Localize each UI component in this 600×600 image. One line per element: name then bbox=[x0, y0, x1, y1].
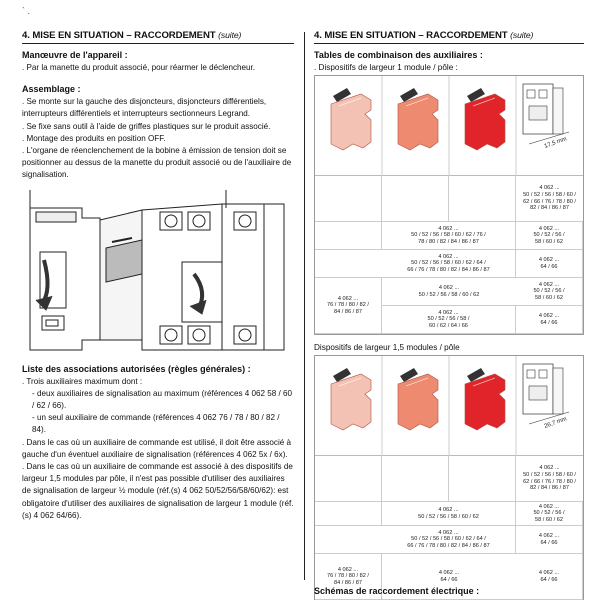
table-cell: 4 062 ... 76 / 78 / 80 / 82 / 84 / 86 / 87 bbox=[315, 278, 382, 334]
combination-table-2 bbox=[314, 355, 584, 600]
table-cell: 4 062 ... 50 / 52 / 56 / 58 / 60 / 62 bbox=[516, 222, 583, 250]
table-cell: 4 062 ... 50 / 52 / 56 / 58 / 60 / 62 / 64 / 66 / 76 / 78 / 80 / 82 / 84 / 86 / 87 bbox=[382, 526, 516, 554]
right-column bbox=[314, 30, 584, 600]
liste-line: . Dans le cas où un auxiliaire de commande est utilisé, il doit être associé à gauche d'un éventuel auxiliaire de signalisation (références 4 062 5x / 6x). bbox=[22, 437, 292, 459]
table-cell bbox=[382, 456, 449, 502]
left-section-title bbox=[22, 30, 294, 44]
table-cell bbox=[449, 176, 516, 222]
assemblage-heading: Assemblage : bbox=[22, 84, 81, 95]
manoeuvre-line: . Par la manette du produit associé, pour réarmer le déclencheur. bbox=[22, 63, 256, 72]
circuit-breaker-drawing bbox=[523, 84, 569, 150]
combination-table-1 bbox=[314, 75, 584, 335]
table-2-grid bbox=[315, 456, 583, 600]
table-cell: 4 062 ... 50 / 52 / 56 / 58 / 60 / 62 bbox=[382, 278, 516, 306]
right-section-title bbox=[314, 30, 584, 44]
bottom-heading: Schémas de raccordement électrique : bbox=[314, 586, 480, 596]
circuit-breaker-drawing bbox=[523, 364, 569, 430]
auxiliary-salmon bbox=[398, 368, 438, 430]
caption-1-module: . Dispositifs de largeur 1 module / pôle : bbox=[314, 63, 458, 72]
table-cell: 4 062 ... 64 / 66 bbox=[516, 526, 583, 554]
table-cell bbox=[315, 456, 382, 502]
table-1-header-images bbox=[315, 76, 583, 176]
manoeuvre-text bbox=[22, 62, 294, 74]
assemblage-text bbox=[22, 96, 294, 181]
table-1-grid bbox=[315, 176, 583, 334]
right-section-suite: (suite) bbox=[510, 30, 534, 40]
liste-line: - deux auxiliaires de signalisation au maximum (références 4 062 58 / 60 / 62 / 66). bbox=[32, 388, 293, 411]
table-2-devices-svg bbox=[315, 356, 583, 456]
auxiliary-light-pink bbox=[331, 88, 371, 150]
table-cell: 4 062 ... 50 / 52 / 56 / 58 / 60 / 62 / 66 / 76 / 78 / 80 / 82 / 84 / 86 / 87 bbox=[516, 176, 583, 222]
liste-line: . Trois auxiliaires maximum dont : bbox=[22, 376, 143, 386]
page-mark: ` . bbox=[22, 6, 30, 16]
table-cell: 4 062 ... 76 / 78 / 80 / 82 / 84 / 86 / 87 bbox=[315, 554, 382, 600]
assemblage-line: . Se monte sur la gauche des disjoncteurs, disjoncteurs différentiels, interrupteurs différentiels et interrupteurs sectionneurs Legrand. bbox=[22, 97, 267, 119]
table-cell bbox=[315, 222, 382, 250]
right-section-title-text: 4. MISE EN SITUATION – RACCORDEMENT bbox=[314, 30, 508, 41]
table-cell: 4 062 ... 50 / 52 / 56 / 58 / 60 / 62 bbox=[516, 502, 583, 526]
mounting-illustration-svg bbox=[22, 190, 294, 358]
table-cell: 4 062 ... 50 / 52 / 56 / 58 / 60 / 62 bbox=[516, 278, 583, 306]
liste-line: . Dans le cas où un auxiliaire de commande est associé à des dispositifs de largeur 1,5 modules par pôle, il n'est pas possible d'utiliser des auxiliaires de signalisation de largeur ½ module (réf.(s) 4 062 50/52/56/58/60/62): est obligatoire d'utiliser des auxiliaires de signalisation de largeur 1 module (réf.(s) 4 062 64/66). bbox=[22, 462, 294, 520]
table-cell: 4 062 ... 64 / 66 bbox=[516, 306, 583, 334]
table-2-header-images bbox=[315, 356, 583, 456]
table-cell: 4 062 ... 50 / 52 / 56 / 58 / 60 / 62 / 64 / 66 bbox=[382, 306, 516, 334]
column-divider bbox=[304, 32, 305, 580]
table-cell bbox=[449, 456, 516, 502]
table-cell: 4 062 ... 50 / 52 / 56 / 58 / 60 / 62 / 76 / 78 / 80 / 82 / 84 / 86 / 87 bbox=[382, 222, 516, 250]
auxiliary-red bbox=[465, 368, 505, 430]
table-cell: 4 062 ... 64 / 66 bbox=[382, 554, 516, 600]
liste-text bbox=[22, 376, 294, 522]
liste-line: - un seul auxiliaire de commande (références 4 062 76 / 78 / 80 / 82 / 84). bbox=[32, 413, 280, 435]
table-cell: 4 062 ... 64 / 66 bbox=[516, 554, 583, 600]
assemblage-line: . Montage des produits en position OFF. bbox=[22, 133, 166, 143]
table-cell bbox=[315, 502, 382, 526]
assemblage-line: . L'organe de réenclenchement de la bobine à émission de tension doit se positionner au dessus de la manette du produit associé ou de l'auxiliaire de signalisation. bbox=[22, 146, 292, 180]
auxiliary-salmon bbox=[398, 88, 438, 150]
dimension-label: 17,5 mm bbox=[543, 136, 568, 150]
table-cell bbox=[315, 176, 382, 222]
table-cell: 4 062 ... 50 / 52 / 56 / 58 / 60 / 62 / 64 / 66 / 76 / 78 / 80 / 82 / 84 / 86 / 87 bbox=[382, 250, 516, 278]
auxiliary-light-pink bbox=[331, 368, 371, 430]
manoeuvre-heading: Manœuvre de l'appareil : bbox=[22, 50, 128, 60]
table-cell: 4 062 ... 50 / 52 / 56 / 58 / 60 / 62 / 66 / 76 / 78 / 80 / 82 / 84 / 86 / 87 bbox=[516, 456, 583, 502]
table-1-devices-svg bbox=[315, 76, 583, 176]
assemblage-line: . Se fixe sans outil à l'aide de griffes plastiques sur le produit associé. bbox=[22, 121, 271, 131]
table-cell bbox=[315, 250, 382, 278]
left-section-title-text: 4. MISE EN SITUATION – RACCORDEMENT bbox=[22, 30, 216, 41]
caption-1-5-modules: Dispositifs de largeur 1,5 modules / pôle bbox=[314, 343, 460, 352]
left-column bbox=[22, 30, 294, 522]
dimension-label: 26,7 mm bbox=[543, 416, 568, 430]
tables-heading: Tables de combinaison des auxiliaires : bbox=[314, 50, 483, 60]
liste-heading: Liste des associations autorisées (règles générales) : bbox=[22, 363, 251, 374]
table-cell bbox=[382, 176, 449, 222]
table-cell: 4 062 ... 64 / 66 bbox=[516, 250, 583, 278]
table-cell: 4 062 ... 50 / 52 / 56 / 58 / 60 / 62 bbox=[382, 502, 516, 526]
left-section-suite: (suite) bbox=[218, 30, 242, 40]
auxiliary-red bbox=[465, 88, 505, 150]
mounting-illustration bbox=[22, 190, 294, 358]
table-cell bbox=[315, 526, 382, 554]
